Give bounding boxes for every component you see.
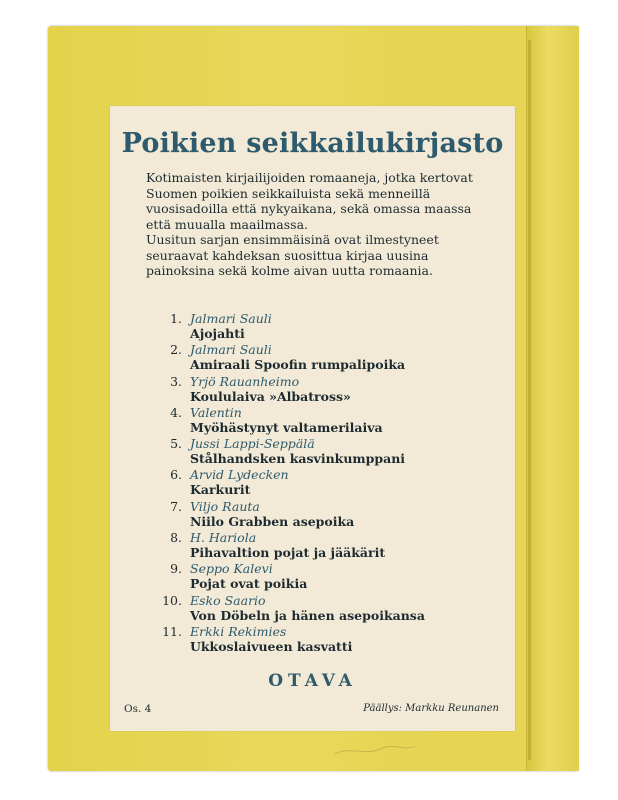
book-author: Yrjö Rauanheimo	[190, 373, 300, 389]
book-author: Erkki Rekimies	[190, 623, 287, 639]
book-number: 4.	[170, 404, 182, 420]
book-title: Myöhästynyt valtamerilaiva	[190, 419, 383, 435]
book-title: Koululaiva »Albatross»	[190, 388, 351, 404]
book-author: Valentin	[190, 404, 242, 420]
series-title: Poikien seikkailukirjasto	[121, 128, 504, 159]
book-author: Arvid Lydecken	[190, 467, 289, 483]
book-item	[150, 436, 500, 467]
book-number: 9.	[170, 561, 182, 577]
book-title: Stålhandsken kasvinkumppani	[190, 451, 406, 467]
book-item	[150, 405, 500, 436]
intro-paragraph-1: Kotimaisten kirjailijoiden romaaneja, jotka kertovat Suomen poikien seikkailuista sekä menneillä vuosisadoilla että nykyaikana, sekä omassa maassa että muualla maailmassa.	[146, 170, 473, 232]
series-number: Os. 4	[124, 703, 152, 715]
book-title: Pihavaltion pojat ja jääkärit	[190, 545, 386, 561]
intro-paragraph-2: Uusitun sarjan ensimmäisinä ovat ilmestyneet seuraavat kahdeksan suosittua kirjaa uusina painoksina sekä kolme aivan uutta romaania.	[146, 232, 439, 278]
book-item	[150, 342, 500, 373]
intro-text	[146, 170, 491, 279]
book-item	[150, 467, 500, 498]
book-author: H. Hariola	[190, 530, 257, 546]
book-number: 1.	[170, 311, 182, 326]
publisher-logo: OTAVA	[268, 671, 357, 691]
book-title: Niilo Grabben asepoika	[190, 513, 355, 529]
book-author: Jalmari Sauli	[190, 342, 272, 358]
book-author: Viljo Rauta	[190, 498, 260, 514]
book-number: 6.	[170, 467, 182, 483]
book-item	[150, 499, 500, 530]
book-author: Jussi Lappi-Seppälä	[190, 436, 315, 452]
book-number: 11.	[162, 623, 182, 639]
book-number: 8.	[170, 530, 182, 546]
book-title: Ajojahti	[190, 326, 245, 341]
cover-credit: Päällys: Markku Reunanen	[363, 703, 499, 714]
book-title: Ukkoslaivueen kasvatti	[190, 638, 353, 654]
book-item	[150, 311, 500, 342]
book-item	[150, 374, 500, 405]
spine-crease	[528, 40, 531, 760]
book-item	[150, 530, 500, 561]
book-number: 10.	[162, 592, 182, 608]
book-author: Esko Saario	[190, 592, 266, 608]
book-spine	[526, 26, 579, 771]
pencil-mark	[330, 740, 420, 760]
book-item	[150, 561, 500, 592]
book-item	[150, 624, 500, 655]
book-author: Jalmari Sauli	[190, 311, 272, 326]
book-number: 2.	[170, 342, 182, 358]
book-title: Von Döbeln ja hänen asepoikansa	[190, 607, 425, 623]
book-number: 7.	[170, 498, 182, 514]
book-author: Seppo Kalevi	[190, 561, 273, 577]
back-cover-label	[110, 106, 515, 731]
book-list	[150, 311, 500, 655]
book-title: Pojat ovat poikia	[190, 576, 308, 592]
book-title: Amiraali Spoofin rumpalipoika	[190, 357, 406, 373]
book-number: 5.	[170, 436, 182, 452]
book-item	[150, 593, 500, 624]
book-title: Karkurit	[190, 482, 251, 498]
book-number: 3.	[170, 373, 182, 389]
